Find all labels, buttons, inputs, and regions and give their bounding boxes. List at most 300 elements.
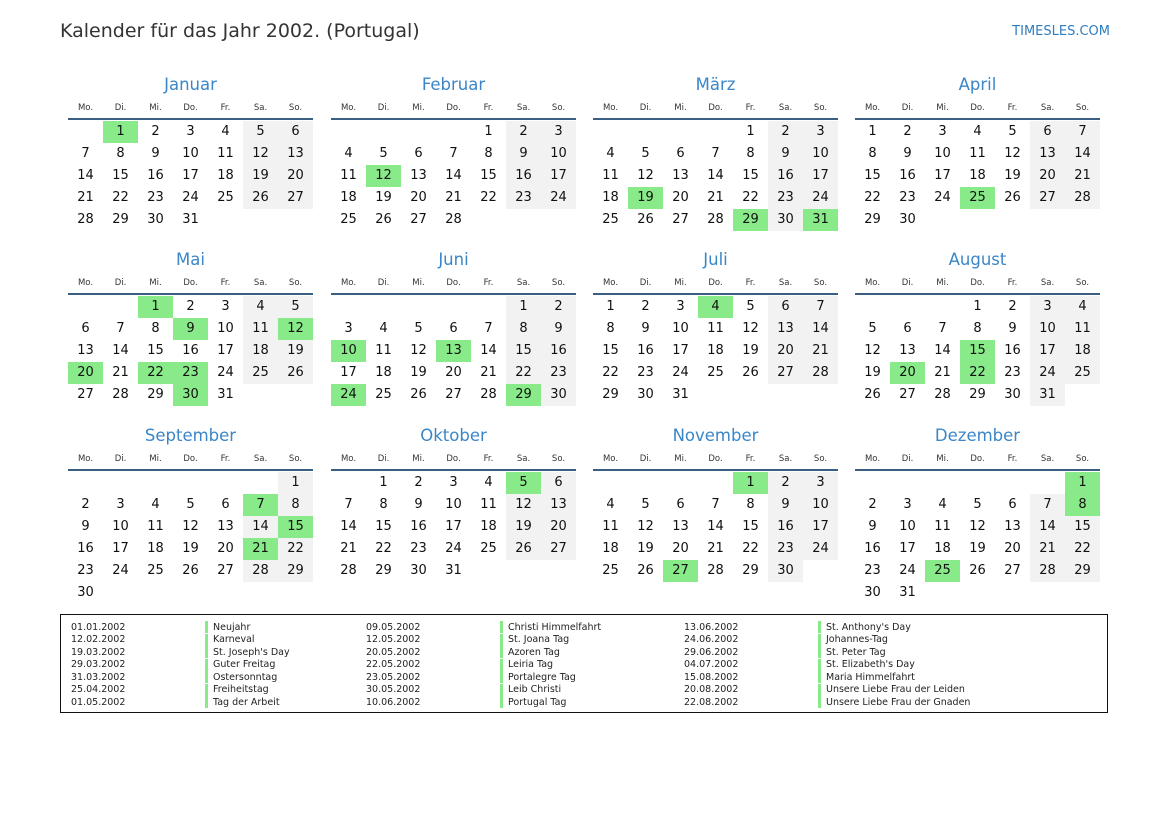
holiday-row <box>71 696 383 709</box>
day-cell: 7 <box>116 321 125 336</box>
day-cell: 4 <box>938 497 947 512</box>
weekday-header <box>68 273 313 295</box>
day-cell: 12 <box>1004 146 1021 161</box>
weekday-label: Di. <box>639 103 652 113</box>
weekday-label: Sa. <box>1040 454 1055 464</box>
day-cell: 18 <box>147 541 164 556</box>
empty-cell <box>331 296 366 318</box>
day-cell: 10 <box>899 519 916 534</box>
day-cell: 24 <box>803 538 838 560</box>
holiday-name: Leib Christi <box>508 684 562 696</box>
month-name: November <box>672 426 759 445</box>
weekday-label: Do. <box>183 103 198 113</box>
holiday-day-cell: 30 <box>173 384 208 406</box>
day-cell: 23 <box>1004 365 1021 380</box>
day-cell: 24 <box>541 187 576 209</box>
day-cell: 13 <box>672 519 689 534</box>
site-link[interactable]: TIMESLES.COM <box>1012 24 1110 39</box>
holiday-name: Johannes-Tag <box>826 634 888 646</box>
holiday-day-cell: 9 <box>173 318 208 340</box>
day-cell: 14 <box>707 168 724 183</box>
day-cell: 7 <box>938 321 947 336</box>
day-cell: 11 <box>602 519 619 534</box>
empty-cell <box>628 121 663 143</box>
day-cell: 16 <box>147 168 164 183</box>
day-cell: 21 <box>934 365 951 380</box>
day-cell: 8 <box>506 318 541 340</box>
weekday-label: Di. <box>377 454 390 464</box>
day-grid <box>68 472 313 604</box>
holiday-marker <box>205 634 208 646</box>
holiday-row <box>366 634 678 647</box>
day-cell: 30 <box>899 212 916 227</box>
day-cell: 13 <box>278 143 313 165</box>
day-cell: 13 <box>1004 519 1021 534</box>
day-cell: 24 <box>217 365 234 380</box>
day-cell: 23 <box>768 538 803 560</box>
day-cell: 25 <box>602 212 619 227</box>
day-grid <box>855 121 1100 231</box>
weekday-label: Fr. <box>745 103 756 113</box>
holiday-marker <box>205 671 208 683</box>
holiday-day-cell: 22 <box>960 362 995 384</box>
day-cell: 10 <box>445 497 462 512</box>
day-grid <box>68 121 313 231</box>
holiday-name: Neujahr <box>213 621 251 633</box>
day-cell: 28 <box>1030 560 1065 582</box>
holiday-marker <box>818 684 821 696</box>
holiday-row <box>71 671 383 684</box>
day-cell: 29 <box>147 387 164 402</box>
empty-cell <box>960 472 995 494</box>
day-cell: 16 <box>506 165 541 187</box>
day-cell: 21 <box>112 365 129 380</box>
day-cell: 28 <box>707 212 724 227</box>
day-cell: 23 <box>899 190 916 205</box>
holiday-date: 20.05.2002 <box>366 646 421 658</box>
day-cell: 2 <box>641 299 650 314</box>
empty-cell <box>436 296 471 318</box>
day-cell: 31 <box>445 563 462 578</box>
empty-cell <box>995 472 1030 494</box>
day-cell: 22 <box>742 190 759 205</box>
day-cell: 8 <box>746 497 755 512</box>
day-cell: 30 <box>77 585 94 600</box>
day-grid <box>331 296 576 406</box>
day-cell: 8 <box>484 146 493 161</box>
day-cell: 14 <box>340 519 357 534</box>
day-cell: 28 <box>340 563 357 578</box>
day-cell: 18 <box>480 519 497 534</box>
day-grid <box>593 472 838 582</box>
day-cell: 10 <box>541 143 576 165</box>
empty-cell <box>471 296 506 318</box>
day-cell: 20 <box>768 340 803 362</box>
weekday-label: Mo. <box>602 454 619 464</box>
month-10 <box>593 425 838 582</box>
weekday-label: Sa. <box>516 278 531 288</box>
holiday-name: Portalegre Tag <box>508 671 576 683</box>
day-cell: 23 <box>637 365 654 380</box>
day-cell: 10 <box>803 143 838 165</box>
month-name: Juli <box>703 250 728 269</box>
holiday-date: 12.02.2002 <box>71 634 126 646</box>
day-cell: 27 <box>410 212 427 227</box>
day-cell: 27 <box>445 387 462 402</box>
empty-cell <box>138 472 173 494</box>
holiday-day-cell: 10 <box>331 340 366 362</box>
empty-cell <box>925 472 960 494</box>
day-cell: 22 <box>375 541 392 556</box>
day-cell: 1 <box>973 299 982 314</box>
weekday-label: Mi. <box>674 278 687 288</box>
day-cell: 17 <box>217 343 234 358</box>
month-2 <box>593 74 838 231</box>
weekday-label: Do. <box>183 454 198 464</box>
day-cell: 19 <box>742 343 759 358</box>
weekday-label: Mo. <box>340 278 357 288</box>
day-cell: 16 <box>864 541 881 556</box>
day-cell: 14 <box>480 343 497 358</box>
day-cell: 31 <box>182 212 199 227</box>
day-cell: 16 <box>768 165 803 187</box>
weekday-label: Mo. <box>602 103 619 113</box>
holiday-marker <box>500 634 503 646</box>
holiday-name: Guter Freitag <box>213 659 276 671</box>
weekday-label: Do. <box>183 278 198 288</box>
empty-cell <box>698 121 733 143</box>
day-cell: 27 <box>278 187 313 209</box>
day-cell: 19 <box>1004 168 1021 183</box>
holiday-name: Unsere Liebe Frau der Leiden <box>826 684 965 696</box>
day-cell: 11 <box>602 168 619 183</box>
day-cell: 3 <box>938 124 947 139</box>
holiday-date: 01.01.2002 <box>71 621 126 633</box>
weekday-header <box>593 273 838 295</box>
day-cell: 15 <box>742 168 759 183</box>
day-cell: 24 <box>112 563 129 578</box>
day-cell: 21 <box>77 190 94 205</box>
day-cell: 17 <box>541 165 576 187</box>
weekday-label: Mo. <box>77 278 94 288</box>
holiday-marker <box>205 684 208 696</box>
day-cell: 26 <box>243 187 278 209</box>
weekday-label: Mo. <box>340 103 357 113</box>
day-cell: 1 <box>868 124 877 139</box>
holiday-marker <box>500 684 503 696</box>
day-cell: 25 <box>707 365 724 380</box>
day-cell: 11 <box>969 146 986 161</box>
holiday-row <box>366 696 678 709</box>
day-cell: 6 <box>414 146 423 161</box>
empty-cell <box>208 472 243 494</box>
weekday-label: Do. <box>446 454 461 464</box>
day-cell: 4 <box>973 124 982 139</box>
holiday-day-cell: 15 <box>278 516 313 538</box>
day-cell: 30 <box>410 563 427 578</box>
holiday-marker <box>818 621 821 633</box>
holiday-date: 13.06.2002 <box>684 621 739 633</box>
day-cell: 19 <box>637 541 654 556</box>
weekday-label: Fr. <box>745 454 756 464</box>
day-cell: 9 <box>768 143 803 165</box>
weekday-header <box>331 98 576 120</box>
empty-cell <box>593 121 628 143</box>
holiday-day-cell: 15 <box>960 340 995 362</box>
weekday-label: Sa. <box>1040 278 1055 288</box>
holiday-name: St. Joana Tag <box>508 634 570 646</box>
holiday-row <box>684 634 996 647</box>
day-cell: 17 <box>672 343 689 358</box>
holiday-name: St. Peter Tag <box>826 646 886 658</box>
holiday-day-cell: 13 <box>436 340 471 362</box>
day-cell: 3 <box>903 497 912 512</box>
holiday-day-cell: 4 <box>698 296 733 318</box>
weekday-header <box>855 449 1100 471</box>
day-cell: 27 <box>768 362 803 384</box>
weekday-header <box>593 449 838 471</box>
weekday-label: Fr. <box>483 278 494 288</box>
day-cell: 16 <box>1004 343 1021 358</box>
weekday-label: Di. <box>901 278 914 288</box>
month-name: Juni <box>438 250 469 269</box>
day-cell: 4 <box>606 146 615 161</box>
day-cell: 2 <box>506 121 541 143</box>
day-cell: 10 <box>934 146 951 161</box>
day-cell: 2 <box>186 299 195 314</box>
month-1 <box>331 74 576 231</box>
day-cell: 18 <box>217 168 234 183</box>
empty-cell <box>401 296 436 318</box>
day-cell: 26 <box>1004 190 1021 205</box>
day-cell: 2 <box>541 296 576 318</box>
holiday-day-cell: 8 <box>1065 494 1100 516</box>
day-cell: 16 <box>637 343 654 358</box>
day-cell: 19 <box>182 541 199 556</box>
day-cell: 30 <box>768 560 803 582</box>
day-cell: 9 <box>868 519 877 534</box>
day-cell: 20 <box>217 541 234 556</box>
month-3 <box>855 74 1100 231</box>
empty-cell <box>331 121 366 143</box>
day-cell: 17 <box>340 365 357 380</box>
day-cell: 12 <box>410 343 427 358</box>
month-name: Mai <box>176 250 205 269</box>
month-9 <box>331 425 576 582</box>
day-cell: 30 <box>768 209 803 231</box>
day-cell: 11 <box>147 519 164 534</box>
weekday-label: Mi. <box>149 454 162 464</box>
holiday-name: Tag der Arbeit <box>213 696 280 708</box>
day-cell: 11 <box>707 321 724 336</box>
day-cell: 9 <box>903 146 912 161</box>
holiday-row <box>366 684 678 697</box>
day-cell: 13 <box>672 168 689 183</box>
month-name: April <box>958 75 997 94</box>
day-cell: 9 <box>541 318 576 340</box>
weekday-label: Mo. <box>77 454 94 464</box>
day-cell: 25 <box>480 541 497 556</box>
holiday-marker <box>205 696 208 708</box>
weekday-label: Di. <box>901 103 914 113</box>
day-cell: 21 <box>707 190 724 205</box>
day-cell: 17 <box>934 168 951 183</box>
weekday-label: Mi. <box>412 454 425 464</box>
day-cell: 18 <box>340 190 357 205</box>
day-cell: 26 <box>637 212 654 227</box>
day-cell: 10 <box>1030 318 1065 340</box>
day-cell: 28 <box>480 387 497 402</box>
day-cell: 24 <box>899 563 916 578</box>
day-cell: 13 <box>899 343 916 358</box>
day-cell: 11 <box>480 497 497 512</box>
day-grid <box>331 121 576 231</box>
day-cell: 14 <box>445 168 462 183</box>
holiday-row <box>71 659 383 672</box>
holiday-date: 22.08.2002 <box>684 696 739 708</box>
day-cell: 16 <box>541 340 576 362</box>
day-cell: 1 <box>278 472 313 494</box>
day-cell: 6 <box>1008 497 1017 512</box>
day-cell: 12 <box>243 143 278 165</box>
day-cell: 12 <box>506 494 541 516</box>
holiday-day-cell: 29 <box>733 209 768 231</box>
day-cell: 8 <box>379 497 388 512</box>
day-cell: 1 <box>606 299 615 314</box>
weekday-label: Fr. <box>1007 278 1018 288</box>
day-cell: 16 <box>410 519 427 534</box>
holiday-marker <box>818 671 821 683</box>
day-cell: 5 <box>641 146 650 161</box>
empty-cell <box>243 472 278 494</box>
day-cell: 2 <box>868 497 877 512</box>
day-cell: 13 <box>217 519 234 534</box>
day-cell: 3 <box>186 124 195 139</box>
day-cell: 22 <box>1065 538 1100 560</box>
day-cell: 28 <box>112 387 129 402</box>
weekday-label: Mo. <box>864 278 881 288</box>
day-cell: 23 <box>77 563 94 578</box>
day-cell: 18 <box>969 168 986 183</box>
weekday-label: Fr. <box>220 454 231 464</box>
day-cell: 15 <box>112 168 129 183</box>
empty-cell <box>925 296 960 318</box>
day-cell: 10 <box>182 146 199 161</box>
day-cell: 14 <box>934 343 951 358</box>
month-name: September <box>144 426 237 445</box>
holiday-day-cell: 20 <box>890 362 925 384</box>
empty-cell <box>331 472 366 494</box>
weekday-label: Mi. <box>412 278 425 288</box>
day-cell: 27 <box>1030 187 1065 209</box>
weekday-label: So. <box>1075 103 1090 113</box>
weekday-label: Mo. <box>77 103 94 113</box>
day-cell: 16 <box>899 168 916 183</box>
day-cell: 7 <box>711 146 720 161</box>
day-cell: 3 <box>449 475 458 490</box>
day-grid <box>855 296 1100 406</box>
holiday-date: 10.06.2002 <box>366 696 421 708</box>
day-cell: 3 <box>1030 296 1065 318</box>
day-cell: 31 <box>899 585 916 600</box>
day-cell: 28 <box>803 362 838 384</box>
holiday-date: 23.05.2002 <box>366 671 421 683</box>
day-cell: 26 <box>506 538 541 560</box>
empty-cell <box>855 472 890 494</box>
day-cell: 23 <box>410 541 427 556</box>
month-name: Februar <box>421 75 486 94</box>
day-cell: 12 <box>742 321 759 336</box>
day-cell: 2 <box>903 124 912 139</box>
holiday-row <box>684 671 996 684</box>
day-cell: 6 <box>449 321 458 336</box>
holiday-date: 25.04.2002 <box>71 684 126 696</box>
holiday-name: Christi Himmelfahrt <box>508 621 602 633</box>
holiday-marker <box>205 646 208 658</box>
empty-cell <box>366 121 401 143</box>
day-cell: 15 <box>602 343 619 358</box>
day-cell: 29 <box>1065 560 1100 582</box>
day-cell: 30 <box>637 387 654 402</box>
month-7 <box>855 249 1100 406</box>
day-cell: 26 <box>969 563 986 578</box>
empty-cell <box>890 472 925 494</box>
day-cell: 6 <box>81 321 90 336</box>
day-cell: 20 <box>672 541 689 556</box>
day-cell: 12 <box>969 519 986 534</box>
day-cell: 28 <box>445 212 462 227</box>
empty-cell <box>103 296 138 318</box>
holiday-row <box>71 621 383 634</box>
holiday-date: 04.07.2002 <box>684 659 739 671</box>
day-cell: 11 <box>217 146 234 161</box>
day-cell: 4 <box>1065 296 1100 318</box>
empty-cell <box>855 296 890 318</box>
month-name: März <box>695 75 736 94</box>
day-cell: 22 <box>112 190 129 205</box>
day-cell: 17 <box>803 165 838 187</box>
weekday-label: Do. <box>446 103 461 113</box>
empty-cell <box>401 121 436 143</box>
weekday-label: Sa. <box>253 103 268 113</box>
day-cell: 28 <box>77 212 94 227</box>
weekday-label: Di. <box>639 278 652 288</box>
day-cell: 5 <box>641 497 650 512</box>
day-cell: 22 <box>742 541 759 556</box>
day-cell: 27 <box>77 387 94 402</box>
weekday-label: So. <box>288 103 303 113</box>
day-cell: 7 <box>449 146 458 161</box>
day-cell: 18 <box>934 541 951 556</box>
day-cell: 27 <box>1004 563 1021 578</box>
day-cell: 9 <box>151 146 160 161</box>
day-cell: 11 <box>340 168 357 183</box>
day-cell: 14 <box>1030 516 1065 538</box>
day-cell: 13 <box>77 343 94 358</box>
day-cell: 7 <box>484 321 493 336</box>
weekday-header <box>331 449 576 471</box>
empty-cell <box>628 472 663 494</box>
weekday-label: Di. <box>114 278 127 288</box>
weekday-label: Sa. <box>253 278 268 288</box>
day-cell: 7 <box>711 497 720 512</box>
day-cell: 26 <box>637 563 654 578</box>
day-cell: 23 <box>147 190 164 205</box>
page-title: Kalender für das Jahr 2002. (Portugal) <box>60 20 420 42</box>
day-cell: 21 <box>340 541 357 556</box>
day-cell: 19 <box>278 340 313 362</box>
holiday-day-cell: 27 <box>663 560 698 582</box>
